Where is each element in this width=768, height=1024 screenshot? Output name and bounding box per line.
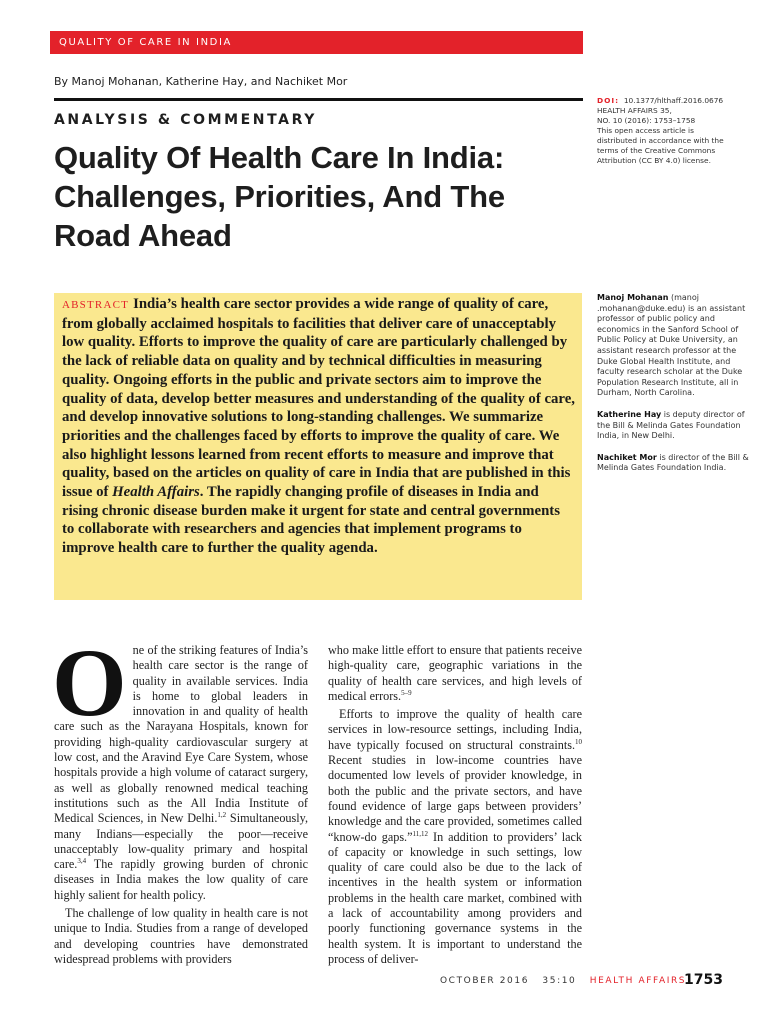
author-description: (manoj .mohanan@duke.edu) is an assistant professor of public policy and economics in the Sanford School of Public Policy at Duke University, an assistant research professor at the Duke Global Health Institute, and faculty research scholar at the Duke Population Research Institute, all in Durham, North Carolina. <box>597 293 746 398</box>
paragraph-text: ne of the striking features of India’s health care sector is the range of quality in available services. India is home to global leaders in innovation in and quality of health care such as the Narayana Hospitals, known for providing high-quality cardiovascular surgery at low cost, and the Aravind Eye Care System, whose hospitals provide a high volume of cataract surgery, as well as globally renowned medical teaching institutions such as the All India Institute of Medical Sciences, in New Delhi. <box>54 643 308 826</box>
journal-name-italic: Health Affairs <box>112 484 200 501</box>
article-title <box>54 138 594 255</box>
article-metadata <box>597 96 747 166</box>
citation-ref: 3,4 <box>77 857 87 866</box>
citation-ref: 10 <box>575 737 582 746</box>
title-line: Road Ahead <box>54 218 232 253</box>
page-number: 1753 <box>684 972 723 988</box>
paragraph-text: Recent studies in low-income countries have documented low levels of provider knowledge, in both the public and the private sectors, and have found evidence of large gaps between providers’ knowledge and the care provided, sometimes called “know-do gaps.” <box>328 753 582 844</box>
author-bios <box>597 293 749 485</box>
author-name: Katherine Hay <box>597 409 662 419</box>
abstract-text <box>62 295 576 558</box>
footer-journal-name: HEALTH AFFAIRS <box>589 976 687 986</box>
doi-label: DOI: <box>597 96 620 105</box>
issue-citation: NO. 10 (2016): 1753–1758 <box>597 116 696 125</box>
volume-number: 35:10 <box>542 976 577 986</box>
article-type-kicker: ANALYSIS & COMMENTARY <box>54 112 317 128</box>
body-column-right <box>328 643 582 967</box>
citation-ref: 5–9 <box>401 688 412 697</box>
issue-date: OCTOBER 2016 <box>440 976 530 986</box>
license-line: distributed in accordance with the <box>597 136 724 145</box>
body-paragraph: The challenge of low quality in health care is not unique to India. Studies from a range of developed and developing countries have demonstrated widespread problems with providers <box>54 906 308 966</box>
journal-citation: HEALTH AFFAIRS 35, <box>597 106 672 115</box>
title-line: Challenges, Priorities, And The <box>54 179 505 214</box>
license-line: This open access article is <box>597 126 694 135</box>
paragraph-text: In addition to providers’ lack of capacity or knowledge in such settings, low quality of care could also be due to the lack of incentives in the health system or information problems in the health care market, combined with a lack of accountability among providers and poorly functioning governance systems in the health system. It is important to understand the process of deliver- <box>328 829 582 966</box>
abstract-body: India’s health care sector provides a wide range of quality of care, from globally acclaimed hospitals to facilities that deliver care of unacceptably low quality. Efforts to improve the quality of care are particularly challenged by the lack of reliable data on quality and by technical difficulties in measuring quality. Ongoing efforts in the public and private sectors aim to improve the quality of data, develop better measures and understanding of the quality of care, and develop innovative solutions to long-standing challenges. We summarize priorities and the challenges faced by efforts to improve the quality of care. We also highlight lessons learned from recent efforts to measure and improve that quality, based on the articles on quality of care in India that are published in this issue of <box>62 296 575 501</box>
paragraph-text: The rapidly growing burden of chronic diseases in India makes the low quality of care highly salient for health policy. <box>54 857 308 902</box>
body-paragraph <box>52 629 308 903</box>
page-footer <box>440 972 723 988</box>
paragraph-text: who make little effort to ensure that patients receive high-quality care, geographic variations in the quality of health care services, and high levels of medical errors. <box>328 643 582 703</box>
body-paragraph <box>328 707 582 967</box>
byline: By Manoj Mohanan, Katherine Hay, and Nachiket Mor <box>54 75 348 88</box>
title-rule <box>54 98 583 101</box>
citation-ref: 11,12 <box>412 829 429 838</box>
doi-link[interactable]: 10.1377/hlthaff.2016.0676 <box>623 96 724 105</box>
title-line: Quality Of Health Care In India: <box>54 140 505 175</box>
license-line: Attribution (CC BY 4.0) license. <box>597 156 711 165</box>
author-name: Nachiket Mor <box>597 452 657 462</box>
author-description: is deputy director of the Bill & Melinda Gates Foundation India, in New Delhi. <box>597 409 745 441</box>
author-description: is director of the Bill & Melinda Gates Foundation India. <box>597 452 749 473</box>
body-column-left <box>52 629 308 967</box>
author-name: Manoj Mohanan <box>597 293 669 302</box>
section-banner: QUALITY OF CARE IN INDIA <box>50 31 583 54</box>
license-line: terms of the Creative Commons <box>597 146 716 155</box>
paragraph-text: Efforts to improve the quality of health care services in low-resource settings, including India, have typically focused on structural constraints. <box>328 707 582 752</box>
author-bio <box>597 410 749 442</box>
body-paragraph <box>328 643 582 704</box>
author-bio <box>597 453 749 474</box>
paragraph-text: Simultaneously, many Indians—especially the poor—receive unacceptably low-quality primary and hospital care. <box>54 811 308 872</box>
abstract-box <box>54 293 582 600</box>
abstract-label: ABSTRACT <box>62 299 130 311</box>
author-bio <box>597 293 749 399</box>
drop-cap: O <box>52 629 127 736</box>
abstract-body-end: . The rapidly changing profile of diseases in India and rising chronic disease burden make it urgent for state and central governments to collaborate with researchers and agencies that implement programs to improve health care to further the quality agenda. <box>62 484 560 557</box>
citation-ref: 1,2 <box>217 811 227 820</box>
